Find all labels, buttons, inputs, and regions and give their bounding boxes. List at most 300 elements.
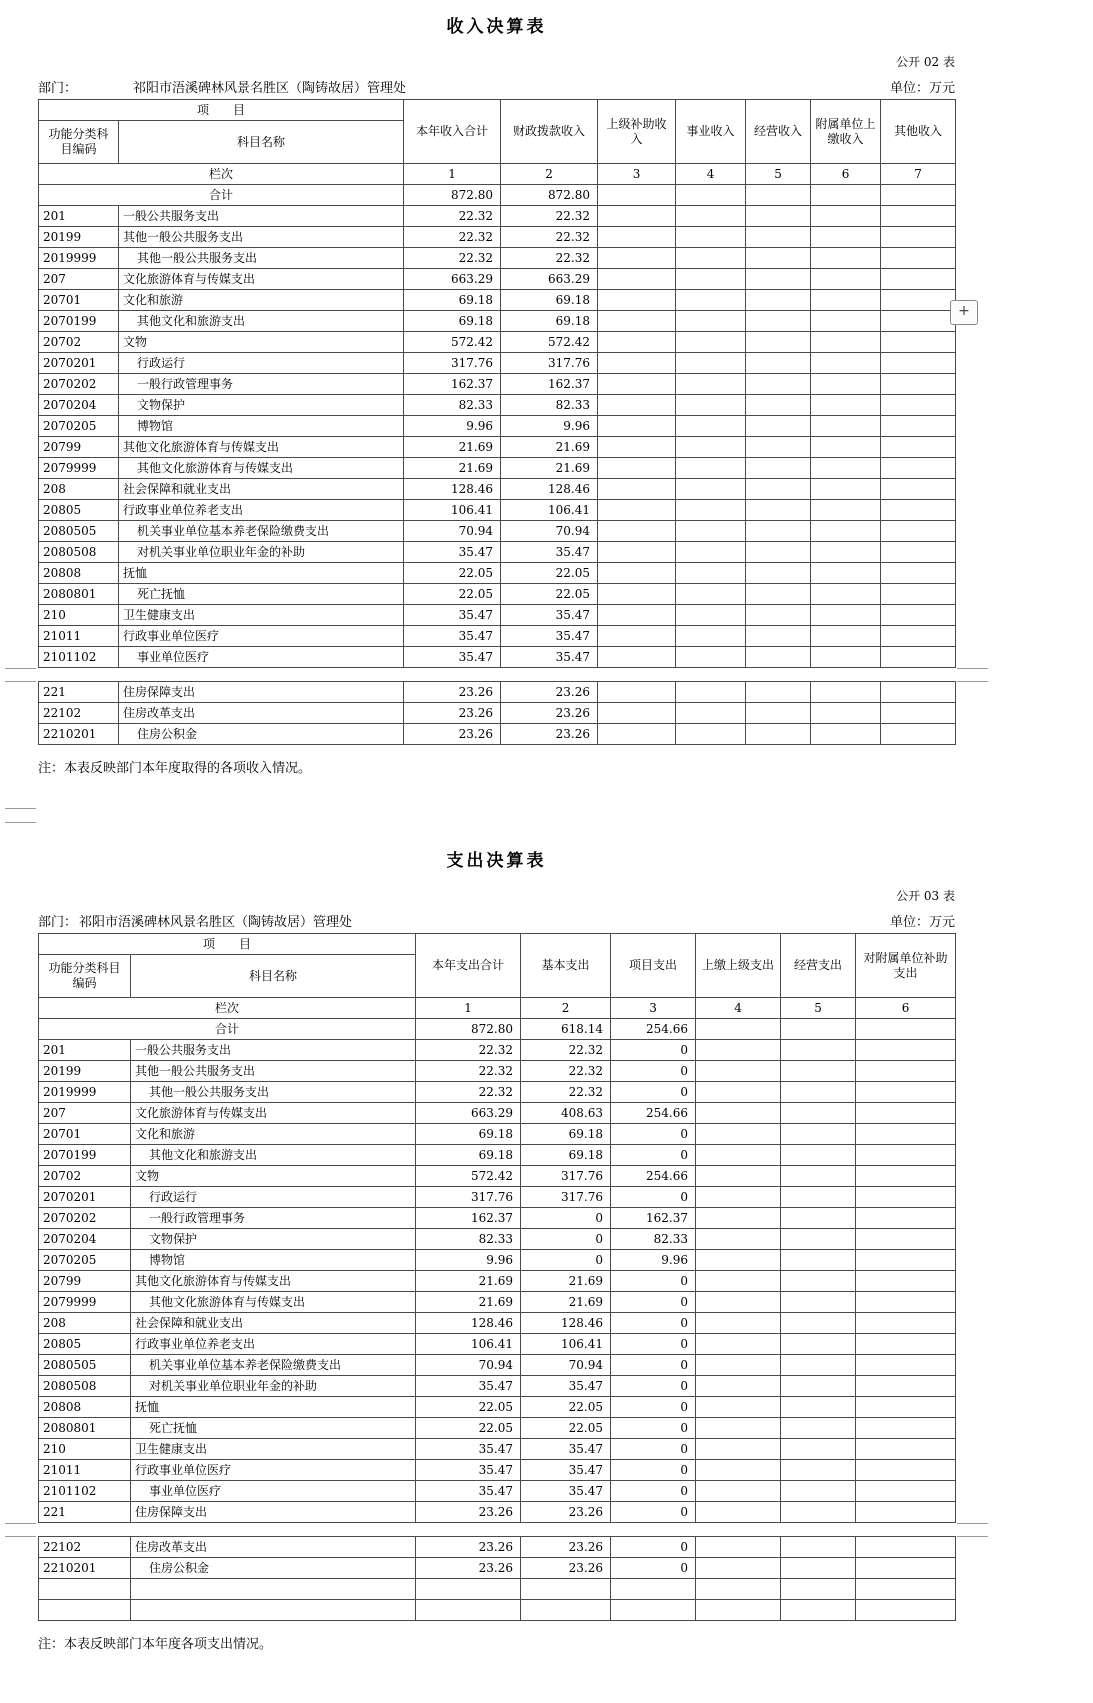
page-edge-tick (957, 668, 988, 669)
value-cell (598, 703, 676, 724)
subject-name-cell: 一般行政管理事务 (119, 374, 404, 395)
value-cell (856, 1124, 956, 1145)
value-cell (781, 1439, 856, 1460)
value-cell (856, 1187, 956, 1208)
value-cell (676, 703, 746, 724)
value-cell (598, 353, 676, 374)
table-row (39, 416, 956, 437)
code-header: 功能分类科目编码 (39, 121, 119, 164)
expenditure-report (38, 846, 955, 1652)
value-cell (696, 1460, 781, 1481)
value-cell (811, 584, 881, 605)
subject-name-cell: 其他文化旅游体育与传媒支出 (119, 458, 404, 479)
page-edge-tick (957, 1523, 988, 1524)
value-cell (746, 437, 811, 458)
value-cell (881, 311, 956, 332)
value-cell (811, 542, 881, 563)
subject-name-cell: 文化旅游体育与传媒支出 (131, 1103, 416, 1124)
code-cell: 2080801 (39, 584, 119, 605)
value-cell: 0 (611, 1537, 696, 1558)
subject-name-cell: 其他文化旅游体育与传媒支出 (131, 1271, 416, 1292)
value-cell: 9.96 (611, 1250, 696, 1271)
value-cell: 9.96 (416, 1250, 521, 1271)
page-title: 支出决算表 (446, 851, 547, 871)
value-cell (676, 353, 746, 374)
value-cell (781, 1397, 856, 1418)
table-row (39, 1166, 956, 1187)
value-cell (598, 584, 676, 605)
page-edge-tick (5, 681, 36, 682)
value-cell: 572.42 (416, 1166, 521, 1187)
value-cell: 22.32 (404, 206, 501, 227)
value-cell: 21.69 (501, 437, 598, 458)
table-row (39, 1082, 956, 1103)
subject-name-cell: 社会保障和就业支出 (131, 1313, 416, 1334)
value-cell (856, 1460, 956, 1481)
total-cell (781, 1019, 856, 1040)
value-cell (598, 724, 676, 745)
code-cell: 2070204 (39, 395, 119, 416)
value-cell (781, 1166, 856, 1187)
table-row (39, 1481, 956, 1502)
table-row (39, 1418, 956, 1439)
table-row (39, 1355, 956, 1376)
value-cell: 22.05 (521, 1397, 611, 1418)
value-cell (746, 290, 811, 311)
value-cell: 408.63 (521, 1103, 611, 1124)
lanci-row (39, 998, 956, 1019)
table-row (39, 1579, 956, 1600)
subject-name-cell: 博物馆 (131, 1250, 416, 1271)
code-cell: 201 (39, 1040, 131, 1061)
value-cell (676, 584, 746, 605)
subject-name-cell: 其他一般公共服务支出 (131, 1082, 416, 1103)
code-cell: 2080505 (39, 521, 119, 542)
value-cell (746, 563, 811, 584)
value-cell (696, 1418, 781, 1439)
value-cell (598, 682, 676, 703)
value-cell (676, 500, 746, 521)
value-cell (881, 437, 956, 458)
value-cell (746, 248, 811, 269)
value-cell: 663.29 (416, 1103, 521, 1124)
table-row (39, 584, 956, 605)
code-cell: 20799 (39, 1271, 131, 1292)
value-cell (746, 227, 811, 248)
subject-name-cell: 其他一般公共服务支出 (119, 248, 404, 269)
code-cell: 22102 (39, 703, 119, 724)
table-row (39, 521, 956, 542)
lanci-cell: 2 (521, 998, 611, 1019)
value-cell: 128.46 (501, 479, 598, 500)
value-cell: 35.47 (416, 1439, 521, 1460)
page-edge-tick (5, 1536, 36, 1537)
project-header: 项 目 (39, 934, 416, 955)
table-note: 注：本表反映部门本年度取得的各项收入情况。 (38, 761, 312, 776)
table-row (39, 353, 956, 374)
value-cell (781, 1145, 856, 1166)
value-cell (676, 269, 746, 290)
value-cell (856, 1145, 956, 1166)
value-cell: 128.46 (521, 1313, 611, 1334)
value-cell (676, 332, 746, 353)
value-cell (746, 311, 811, 332)
value-cell (598, 563, 676, 584)
table-row (39, 542, 956, 563)
value-cell: 22.32 (404, 248, 501, 269)
income-table (38, 99, 956, 668)
value-cell (881, 703, 956, 724)
subject-name-cell: 文化和旅游 (131, 1124, 416, 1145)
value-cell (746, 374, 811, 395)
value-cell (781, 1208, 856, 1229)
value-cell (696, 1376, 781, 1397)
total-row (39, 1019, 956, 1040)
code-cell: 20805 (39, 1334, 131, 1355)
value-cell: 162.37 (404, 374, 501, 395)
table-row (39, 1439, 956, 1460)
value-cell: 35.47 (521, 1376, 611, 1397)
value-cell (696, 1040, 781, 1061)
table-row (39, 647, 956, 668)
value-cell: 22.32 (416, 1040, 521, 1061)
value-cell: 23.26 (501, 703, 598, 724)
value-cell (781, 1537, 856, 1558)
value-cell (881, 290, 956, 311)
value-cell (696, 1313, 781, 1334)
value-cell: 21.69 (521, 1292, 611, 1313)
value-cell (881, 269, 956, 290)
income-report (38, 0, 955, 776)
value-cell (676, 724, 746, 745)
table-row (39, 1229, 956, 1250)
value-cell (856, 1502, 956, 1523)
subject-name-cell: 其他文化和旅游支出 (119, 311, 404, 332)
value-cell: 70.94 (404, 521, 501, 542)
value-cell: 0 (611, 1502, 696, 1523)
code-cell: 207 (39, 269, 119, 290)
value-cell (811, 521, 881, 542)
value-cell: 70.94 (416, 1355, 521, 1376)
value-cell (696, 1481, 781, 1502)
lanci-label: 栏次 (39, 998, 416, 1019)
value-cell (696, 1229, 781, 1250)
value-cell: 22.32 (521, 1040, 611, 1061)
value-cell: 663.29 (501, 269, 598, 290)
value-cell: 69.18 (521, 1145, 611, 1166)
value-cell (781, 1187, 856, 1208)
code-cell: 2019999 (39, 1082, 131, 1103)
value-cell (781, 1481, 856, 1502)
column-header: 其他收入 (881, 100, 956, 164)
table-row (39, 1600, 956, 1621)
table-row (39, 1124, 956, 1145)
value-cell (676, 437, 746, 458)
value-cell (856, 1334, 956, 1355)
value-cell: 317.76 (521, 1166, 611, 1187)
code-cell: 2070202 (39, 1208, 131, 1229)
total-row (39, 185, 956, 206)
total-cell: 872.80 (404, 185, 501, 206)
table-row (39, 1040, 956, 1061)
table-row (39, 1502, 956, 1523)
value-cell: 0 (611, 1271, 696, 1292)
value-cell: 21.69 (416, 1292, 521, 1313)
total-cell (856, 1019, 956, 1040)
total-cell: 872.80 (501, 185, 598, 206)
value-cell (781, 1579, 856, 1600)
value-cell: 0 (611, 1481, 696, 1502)
value-cell (746, 332, 811, 353)
value-cell (881, 584, 956, 605)
value-cell: 106.41 (501, 500, 598, 521)
value-cell: 0 (611, 1292, 696, 1313)
code-cell: 2070201 (39, 1187, 131, 1208)
page-edge-tick (5, 822, 36, 823)
value-cell (856, 1376, 956, 1397)
subject-name-cell (131, 1600, 416, 1621)
value-cell (856, 1600, 956, 1621)
code-cell: 21011 (39, 626, 119, 647)
column-header: 本年支出合计 (416, 934, 521, 998)
subject-name-cell: 卫生健康支出 (131, 1439, 416, 1460)
value-cell (746, 416, 811, 437)
table-row (39, 248, 956, 269)
value-cell: 22.05 (416, 1397, 521, 1418)
value-cell (881, 206, 956, 227)
value-cell (676, 542, 746, 563)
value-cell (746, 584, 811, 605)
code-cell: 2070199 (39, 1145, 131, 1166)
total-label: 合计 (39, 185, 404, 206)
subject-name-cell: 其他文化旅游体育与传媒支出 (131, 1292, 416, 1313)
subject-name-cell: 其他文化旅游体育与传媒支出 (119, 437, 404, 458)
value-cell (696, 1166, 781, 1187)
value-cell: 21.69 (404, 437, 501, 458)
dept-label: 部门： (38, 81, 78, 96)
value-cell: 0 (611, 1313, 696, 1334)
value-cell (696, 1502, 781, 1523)
value-cell: 35.47 (404, 542, 501, 563)
value-cell (598, 332, 676, 353)
value-cell (856, 1166, 956, 1187)
value-cell: 9.96 (501, 416, 598, 437)
value-cell (881, 227, 956, 248)
value-cell (598, 542, 676, 563)
value-cell (811, 458, 881, 479)
value-cell (881, 479, 956, 500)
value-cell: 21.69 (501, 458, 598, 479)
column-header: 经营收入 (746, 100, 811, 164)
table-row (39, 1313, 956, 1334)
value-cell (696, 1124, 781, 1145)
value-cell (521, 1579, 611, 1600)
page-title: 收入决算表 (446, 17, 547, 37)
page-edge-tick (5, 668, 36, 669)
value-cell (416, 1600, 521, 1621)
column-header: 附属单位上缴收入 (811, 100, 881, 164)
value-cell (811, 248, 881, 269)
code-cell: 2070202 (39, 374, 119, 395)
value-cell (598, 500, 676, 521)
value-cell: 23.26 (521, 1502, 611, 1523)
value-cell (811, 682, 881, 703)
table-row (39, 1103, 956, 1124)
value-cell (676, 682, 746, 703)
value-cell (676, 458, 746, 479)
table-row (39, 206, 956, 227)
code-cell: 21011 (39, 1460, 131, 1481)
public-table-label: 公开 02 表 (896, 55, 955, 69)
table-row (39, 500, 956, 521)
code-cell: 208 (39, 479, 119, 500)
page-break-gap (38, 808, 955, 822)
value-cell (696, 1334, 781, 1355)
value-cell (811, 500, 881, 521)
value-cell (598, 290, 676, 311)
value-cell (856, 1558, 956, 1579)
subject-name-cell: 行政事业单位医疗 (119, 626, 404, 647)
subject-name-cell: 行政运行 (131, 1187, 416, 1208)
table-row (39, 1208, 956, 1229)
column-header: 上缴上级支出 (696, 934, 781, 998)
column-header: 对附属单位补助支出 (856, 934, 956, 998)
value-cell (598, 227, 676, 248)
value-cell (746, 542, 811, 563)
value-cell: 22.05 (521, 1418, 611, 1439)
value-cell (696, 1439, 781, 1460)
value-cell (696, 1579, 781, 1600)
unit-label: 单位：万元 (889, 915, 955, 930)
subject-name-cell: 文物 (119, 332, 404, 353)
total-cell: 872.80 (416, 1019, 521, 1040)
table-row (39, 1334, 956, 1355)
value-cell: 0 (521, 1250, 611, 1271)
value-cell (676, 395, 746, 416)
value-cell (811, 647, 881, 668)
value-cell (856, 1250, 956, 1271)
value-cell (676, 227, 746, 248)
value-cell (781, 1558, 856, 1579)
value-cell (811, 374, 881, 395)
value-cell: 22.05 (501, 584, 598, 605)
page-edge-tick (5, 1523, 36, 1524)
value-cell: 21.69 (521, 1271, 611, 1292)
subject-name-cell: 卫生健康支出 (119, 605, 404, 626)
code-cell: 20199 (39, 227, 119, 248)
value-cell (881, 682, 956, 703)
code-cell: 221 (39, 1502, 131, 1523)
value-cell (598, 437, 676, 458)
value-cell (781, 1250, 856, 1271)
table-row (39, 332, 956, 353)
name-header: 科目名称 (119, 121, 404, 164)
value-cell: 0 (611, 1397, 696, 1418)
total-cell (696, 1019, 781, 1040)
value-cell: 35.47 (501, 605, 598, 626)
value-cell: 317.76 (416, 1187, 521, 1208)
value-cell (811, 332, 881, 353)
dept-name: 祁阳市浯溪碑林风景名胜区（陶铸故居）管理处 (133, 81, 407, 96)
expenditure-table-continued (38, 1536, 956, 1621)
value-cell (676, 626, 746, 647)
meta-row (38, 77, 955, 96)
value-cell (856, 1439, 956, 1460)
value-cell: 21.69 (416, 1271, 521, 1292)
subject-name-cell: 社会保障和就业支出 (119, 479, 404, 500)
value-cell (811, 290, 881, 311)
income-table-continued (38, 681, 956, 745)
value-cell: 35.47 (404, 647, 501, 668)
code-cell: 2080508 (39, 1376, 131, 1397)
subject-name-cell: 死亡抚恤 (119, 584, 404, 605)
income-rows-segment-1 (39, 206, 956, 668)
value-cell (811, 353, 881, 374)
value-cell (811, 605, 881, 626)
column-header: 事业收入 (676, 100, 746, 164)
value-cell: 162.37 (501, 374, 598, 395)
value-cell (598, 521, 676, 542)
value-cell: 23.26 (404, 703, 501, 724)
value-cell (781, 1229, 856, 1250)
subject-name-cell: 住房公积金 (119, 724, 404, 745)
value-cell: 254.66 (611, 1166, 696, 1187)
value-cell: 0 (611, 1187, 696, 1208)
expand-button[interactable]: + (950, 300, 978, 325)
value-cell: 317.76 (501, 353, 598, 374)
value-cell: 35.47 (416, 1460, 521, 1481)
subject-name-cell: 行政事业单位养老支出 (119, 500, 404, 521)
value-cell: 0 (611, 1418, 696, 1439)
lanci-cell: 5 (781, 998, 856, 1019)
value-cell: 35.47 (404, 626, 501, 647)
value-cell (598, 248, 676, 269)
code-cell: 201 (39, 206, 119, 227)
value-cell: 22.05 (501, 563, 598, 584)
value-cell (881, 353, 956, 374)
page-break-gap (38, 1523, 955, 1536)
value-cell (781, 1600, 856, 1621)
value-cell: 35.47 (404, 605, 501, 626)
subject-name-cell: 文物保护 (131, 1229, 416, 1250)
value-cell (856, 1208, 956, 1229)
value-cell (746, 479, 811, 500)
value-cell (746, 206, 811, 227)
value-cell (811, 206, 881, 227)
code-cell: 2070201 (39, 353, 119, 374)
value-cell: 0 (611, 1082, 696, 1103)
value-cell (811, 269, 881, 290)
value-cell (676, 563, 746, 584)
code-cell: 2080505 (39, 1355, 131, 1376)
subject-name-cell: 对机关事业单位职业年金的补助 (119, 542, 404, 563)
value-cell: 0 (521, 1208, 611, 1229)
expenditure-table (38, 933, 956, 1523)
header-row-project (39, 934, 956, 955)
subject-name-cell: 行政事业单位医疗 (131, 1460, 416, 1481)
value-cell (746, 605, 811, 626)
code-header: 功能分类科目编码 (39, 955, 131, 998)
value-cell (746, 395, 811, 416)
value-cell: 0 (611, 1124, 696, 1145)
value-cell: 317.76 (521, 1187, 611, 1208)
dept-label: 部门： (38, 915, 78, 930)
value-cell: 317.76 (404, 353, 501, 374)
value-cell: 35.47 (501, 647, 598, 668)
value-cell: 23.26 (521, 1558, 611, 1579)
value-cell (881, 605, 956, 626)
total-cell (811, 185, 881, 206)
